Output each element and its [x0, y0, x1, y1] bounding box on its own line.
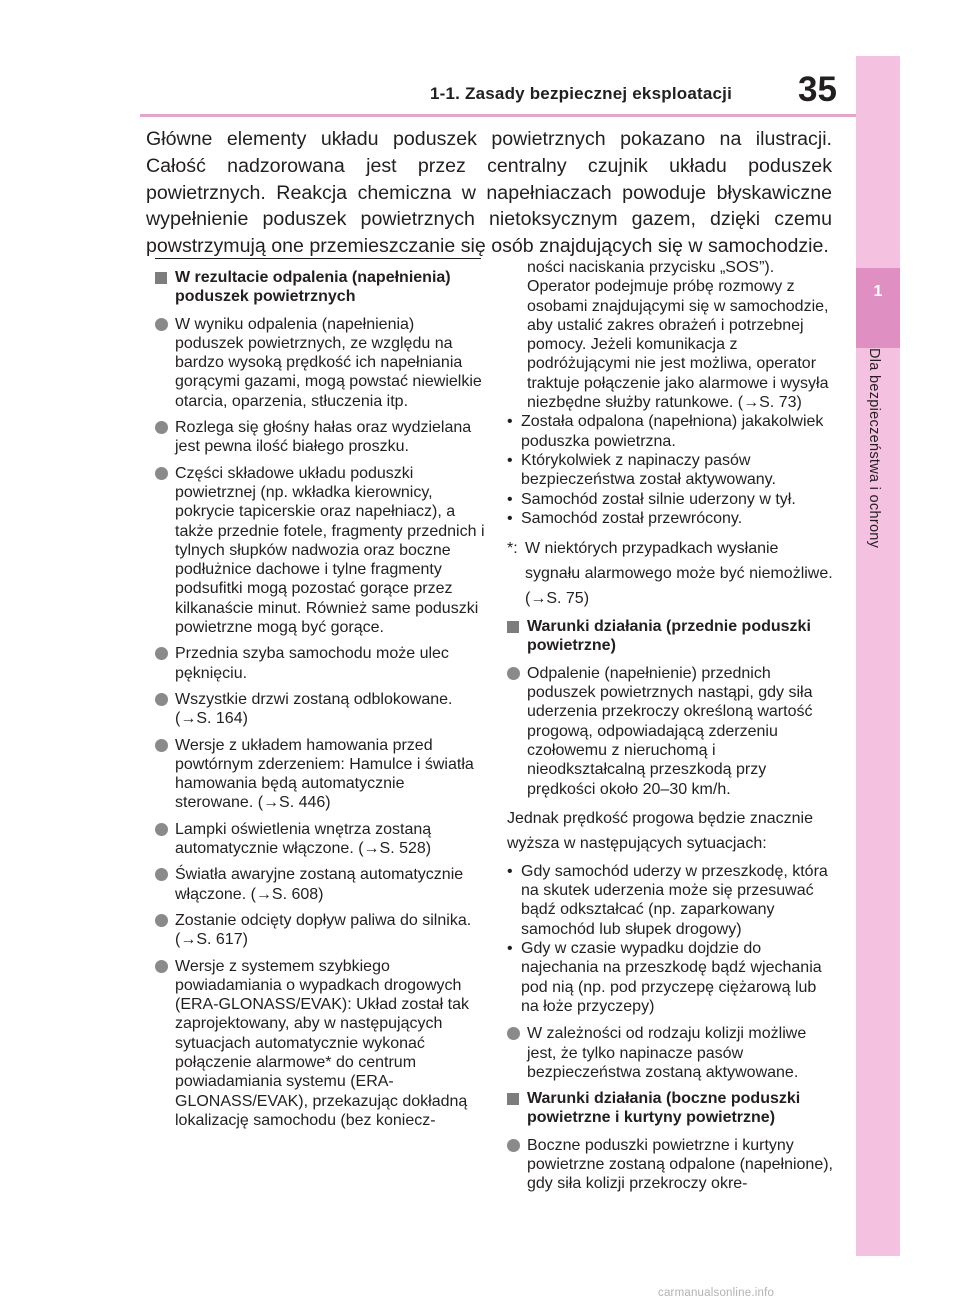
list-item — [155, 464, 485, 638]
circle-bullet-icon — [155, 960, 168, 973]
circle-bullet-icon — [507, 1027, 520, 1040]
circle-bullet-icon — [155, 693, 168, 706]
list-item — [155, 690, 485, 729]
dot-marker: • — [507, 509, 513, 527]
list-item-text: Części składowe układu poduszki powietrznej (np. wkładka kierownicy, pokrycie tapicerskie oraz napełniacz), a także przednie fotele, fragmenty przednich i tylnych słupków nadwozia oraz boczne podłużnice dachowe i tylne fragmenty podsufitki mogą pozostać gorące przez kilkanaście minut. Również same poduszki powietrzne mogą być gorące. — [175, 464, 485, 637]
circle-bullet-icon — [155, 421, 168, 434]
list-item-text: Lampki oświetlenia wnętrza zostaną automatycznie włączone. (→S. 528) — [175, 820, 432, 858]
situation-item — [507, 509, 837, 528]
intro-text: Główne elementy układu poduszek powietrznych pokazano na ilustracji. Całość nadzorowana jest przez centralny czujnik układu poduszek powietrznych. Reakcja chemiczna w napełniaczach powoduje błyskawiczne wypełnienie poduszek powietrznych nietoksycznym gazem, dzięki czemu powstrzymują one przemieszczanie się osób znajdujących się w samochodzie. — [146, 128, 832, 258]
list-item-text: Przednia szyba samochodu może ulec pęknięciu. — [175, 645, 449, 682]
list-item — [507, 1024, 837, 1082]
situation-text: Samochód został przewrócony. — [521, 509, 743, 527]
circle-bullet-icon — [155, 868, 168, 881]
page-number: 35 — [798, 70, 837, 109]
dot-marker: • — [507, 940, 513, 958]
circle-bullet-icon — [155, 739, 168, 752]
list-item-text: Zostanie odcięty dopływ paliwa do silnika. (→S. 617) — [175, 911, 472, 949]
section-title: 1-1. Zasady bezpiecznej eksploatacji — [430, 84, 732, 103]
threshold-item — [507, 862, 837, 939]
footnote-marker: *: — [507, 540, 518, 558]
list-item-text: Światła awaryjne zostaną automatycznie włączone. (→S. 608) — [175, 866, 464, 903]
chapter-title: Dla bezpieczeństwa i ochrony — [866, 348, 882, 549]
list-item-text: Rozlega się głośny hałas oraz wydzielana jest pewna ilość białego proszku. — [175, 419, 472, 456]
circle-bullet-icon — [155, 647, 168, 660]
threshold-item-text: Gdy samochód uderzy w przeszkodę, która na skutek uderzenia może się przesuwać bądź odkształcać (np. zaparkowany samochód lub słupek drogowy) — [521, 862, 828, 938]
list-item — [155, 644, 485, 683]
threshold-item-text: Gdy w czasie wypadku dojdzie do najechania na przeszkodę bądź wjechania pod nią (np. pod przyczepę ciężarową lub na łoże przyczepy) — [521, 940, 822, 1015]
chapter-number: 1 — [873, 283, 883, 300]
square-bullet-icon — [155, 272, 167, 284]
list-item-text: W zależności od rodzaju kolizji możliwe jest, że tylko napinacze pasów bezpieczeństwa zostaną aktywowane. — [527, 1025, 807, 1081]
situation-text: Którykolwiek z napinaczy pasów bezpieczeństwa został aktywowany. — [521, 451, 776, 489]
threshold-text: Jednak prędkość progowa będzie znacznie wyższa w następujących sytuacjach: — [507, 809, 813, 852]
situation-item — [507, 490, 837, 509]
list-item — [507, 664, 837, 799]
dot-marker: • — [507, 451, 513, 469]
square-bullet-icon — [507, 1093, 519, 1105]
column-divider — [155, 258, 481, 259]
circle-bullet-icon — [155, 318, 168, 331]
heading-text: W rezultacie odpalenia (napełnienia) poduszek powietrznych — [175, 269, 451, 306]
list-item — [155, 911, 485, 950]
list-item — [155, 418, 485, 457]
list-item-text: Odpalenie (napełnienie) przednich poduszek powietrznych nastąpi, gdy siła uderzenia przekroczy określoną wartość progową, odpowiadającą zderzeniu czołowemu z nieruchomą i nieodkształcalną przeszkodą przy prędkości około 20–30 km/h. — [527, 664, 813, 798]
circle-bullet-icon — [155, 823, 168, 836]
situation-text: Została odpalona (napełniona) jakakolwiek poduszka powietrzna. — [521, 413, 824, 450]
continued-text: ności naciskania przycisku „SOS”). Operator podejmuje próbę rozmowy z osobami znajdującymi się w samochodzie, aby ustalić zakres obrażeń i potrzebnej pomocy. Jeżeli komunikacja z podróżującymi nie jest możliwa, operator traktuje połączenie jako alarmowe i wysyła niezbędne służby ratunkowe. (→S. 73) — [527, 259, 829, 412]
dot-marker: • — [507, 490, 513, 508]
dot-marker: • — [507, 413, 513, 431]
header-rule — [140, 114, 856, 117]
list-item — [155, 865, 485, 904]
list-item — [155, 820, 485, 859]
footnote-text: W niektórych przypadkach wysłanie sygnału alarmowego może być niemożliwe. (→S. 75) — [525, 540, 833, 608]
list-item — [507, 1136, 837, 1194]
list-item — [155, 315, 485, 411]
list-item — [155, 736, 485, 813]
right-column — [507, 258, 837, 1201]
circle-bullet-icon — [155, 467, 168, 480]
threshold-item — [507, 939, 837, 1016]
list-item-text: Wersje z układem hamowania przed powtórnym zderzeniem: Hamulce i światła hamowania będą automatycznie sterowane. (→S. 446) — [175, 736, 474, 812]
section-heading-deployment — [155, 268, 485, 307]
situation-item — [507, 451, 837, 490]
chapter-tab — [856, 56, 900, 1256]
section-heading-front — [507, 617, 837, 656]
left-column — [155, 258, 485, 1137]
intro-paragraph — [146, 126, 832, 260]
situation-item — [507, 412, 837, 451]
watermark-text: carmanualsonline.info — [658, 1287, 775, 1299]
list-item-text: Boczne poduszki powietrzne i kurtyny powietrzne zostaną odpalone (napełnione), gdy siła kolizji przekroczy okre- — [527, 1136, 833, 1193]
heading-text: Warunki działania (boczne poduszki powietrzne i kurtyny powietrzne) — [527, 1090, 801, 1127]
list-item-text: Wszystkie drzwi zostaną odblokowane. (→S. 164) — [175, 690, 453, 728]
list-item — [155, 957, 485, 1131]
list-item-text: W wyniku odpalenia (napełnienia) poduszek powietrznych, ze względu na bardzo wysoką prędkość ich napełniania gorącymi gazami, mogą powstać niewielkie otarcia, oparzenia, stłuczenia itp. — [175, 315, 482, 410]
list-item-text: Wersje z systemem szybkiego powiadamiania o wypadkach drogowych (ERA-GLONASS/EVAK): Układ został tak zaprojektowany, aby w następujących sytuacjach automatycznie wykonać połączenie alarmowe* do centrum powiadamiania systemu (ERA-GLONASS/EVAK), przekazując dokładną lokalizację samochodu (bez koniecz- — [175, 957, 470, 1129]
circle-bullet-icon — [507, 1139, 520, 1152]
circle-bullet-icon — [507, 667, 520, 680]
chapter-tab-marker — [856, 268, 900, 348]
section-heading-side — [507, 1089, 837, 1128]
square-bullet-icon — [507, 621, 519, 633]
situation-text: Samochód został silnie uderzony w tył. — [521, 490, 796, 508]
heading-text: Warunki działania (przednie poduszki powietrzne) — [527, 618, 811, 655]
dot-marker: • — [507, 862, 513, 880]
circle-bullet-icon — [155, 914, 168, 927]
footnote — [507, 536, 837, 611]
